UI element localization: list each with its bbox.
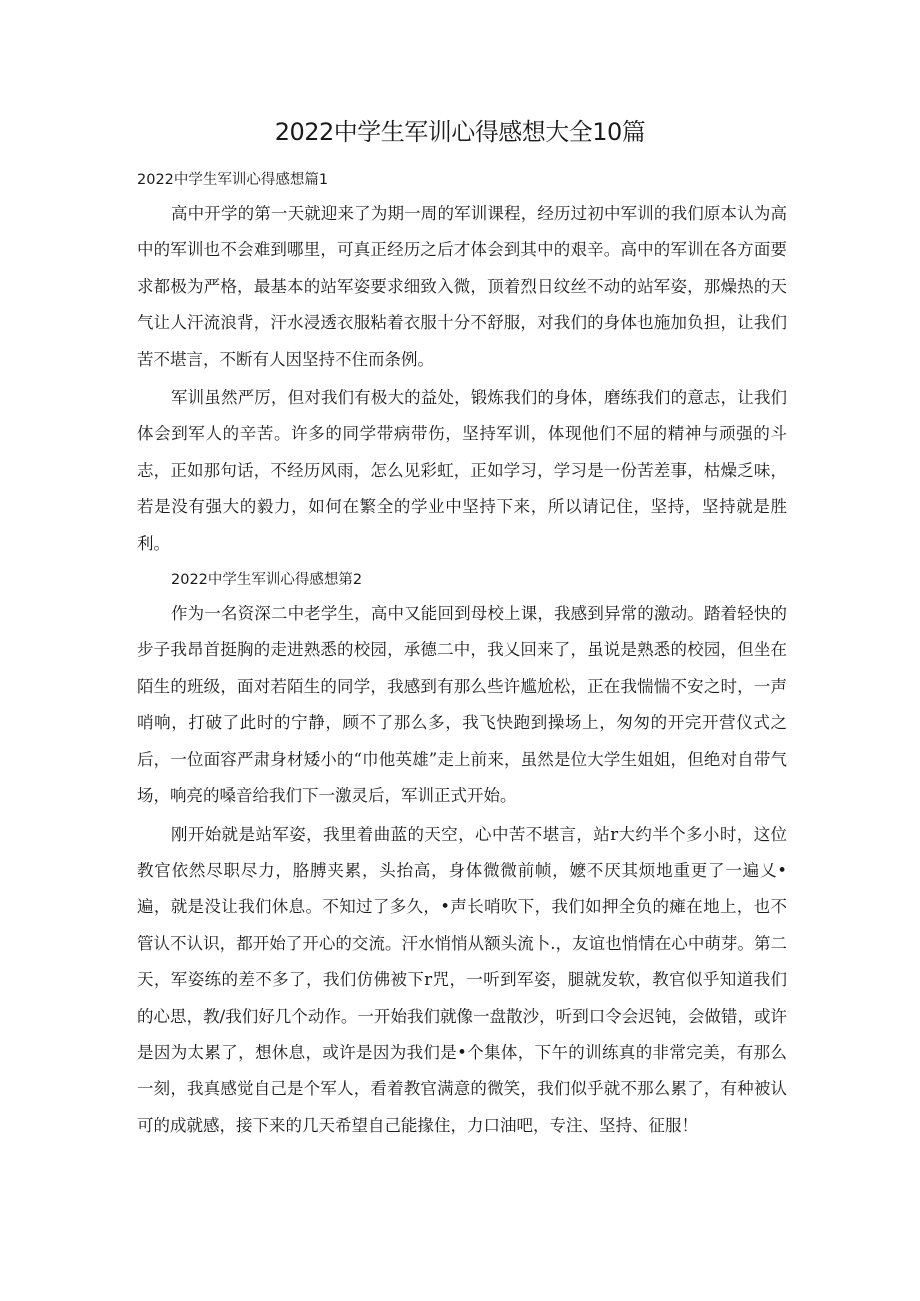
- section-heading: 2022中学生军训心得感想篇1: [137, 172, 329, 188]
- document-title: 2022中学生军训心得感想大全10篇: [274, 118, 646, 146]
- section-1: [137, 164, 787, 562]
- paragraph: 高中开学的第一天就迎来了为期一周的军训课程，经历过初中军训的我们原本认为高中的军训也不会难到哪里，可真正经历之后才体会到其中的艰辛。高中的军训在各方面要求都极为严格，最基本的站军姿要求细致入微，顶着烈日纹丝不动的站军姿，那燥热的天气让人汗流浪背，汗水浸透衣服粘着衣服十分不舒服，对我们的身体也施加负担，让我们苦不堪言，不断有人因坚持不住而条例。: [137, 204, 787, 369]
- paragraph: 刚开始就是站军姿，我里着曲蓝的天空，心中苦不堪言，站r大约半个多小时，这位教官依然尽职尽力，胳膊夹累，头抬高，身体微微前帧，嬷不厌其烦地重更了一遍乂•遍，就是没让我们休息。不知过了多久，•声长哨吹下，我们如押全负的瘫在地上，也不管认不认识，都开始了开心的交流。汗水悄悄从额头流卜.，友谊也悄情在心中萌芽。第二天，军姿练的差不多了，我们仿佛被下r咒，一听到军姿，腿就发软，教官似乎知道我们的心思，教/我们好几个动作。一开始我们就像一盘散沙，听到口令会迟钝，会做错，或许是因为太累了，想休息，或许是因为我们是•个集体，下午的训练真的非常完美，有那么一刻，我真感觉自己是个军人，看着教官满意的微笑，我们似乎就不那么累了，有种被认可的成就感，接下来的几天希望自己能掾住，力口油吧，专注、坚持、征服！: [137, 824, 787, 1135]
- document-body: [137, 164, 787, 1146]
- paragraph: 作为一名资深二中老学生，高中又能回到母校上课，我感到异常的激动。踏着轻快的步子我昂首挺胸的走进熟悉的校园，承德二中，我乂回来了，虽说是熟悉的校园，但坐在陌生的班级，面对若陌生的同学，我感到有那么些许尴尬松，正在我惴惴不安之时，一声哨响，打破了此时的宁静，顾不了那么多，我飞快跑到操场上，匆匆的开完开营仪式之后，一位面容严肃身材矮小的“巾他英雄”走上前来，虽然是位大学生姐姐，但绝对自带气场，响亮的嗓音给我们下一激灵后，军训正式开始。: [137, 604, 787, 806]
- section-2: [137, 564, 787, 1144]
- paragraph: 军训虽然严厉，但对我们有极大的益处，锻炼我们的身体，磨练我们的意志，让我们体会到军人的辛苦。许多的同学带病带伤，坚持军训，体现他们不屈的精神与顽强的斗志，正如那句话，不经历风雨，怎么见彩虹，正如学习，学习是一份苦差事，枯燥乏味，若是没有强大的毅力，如何在繁全的学业中坚持下来，所以请记住，坚持，坚持就是胜利。: [137, 388, 787, 553]
- section-heading: 2022中学生军训心得感想第2: [171, 572, 363, 589]
